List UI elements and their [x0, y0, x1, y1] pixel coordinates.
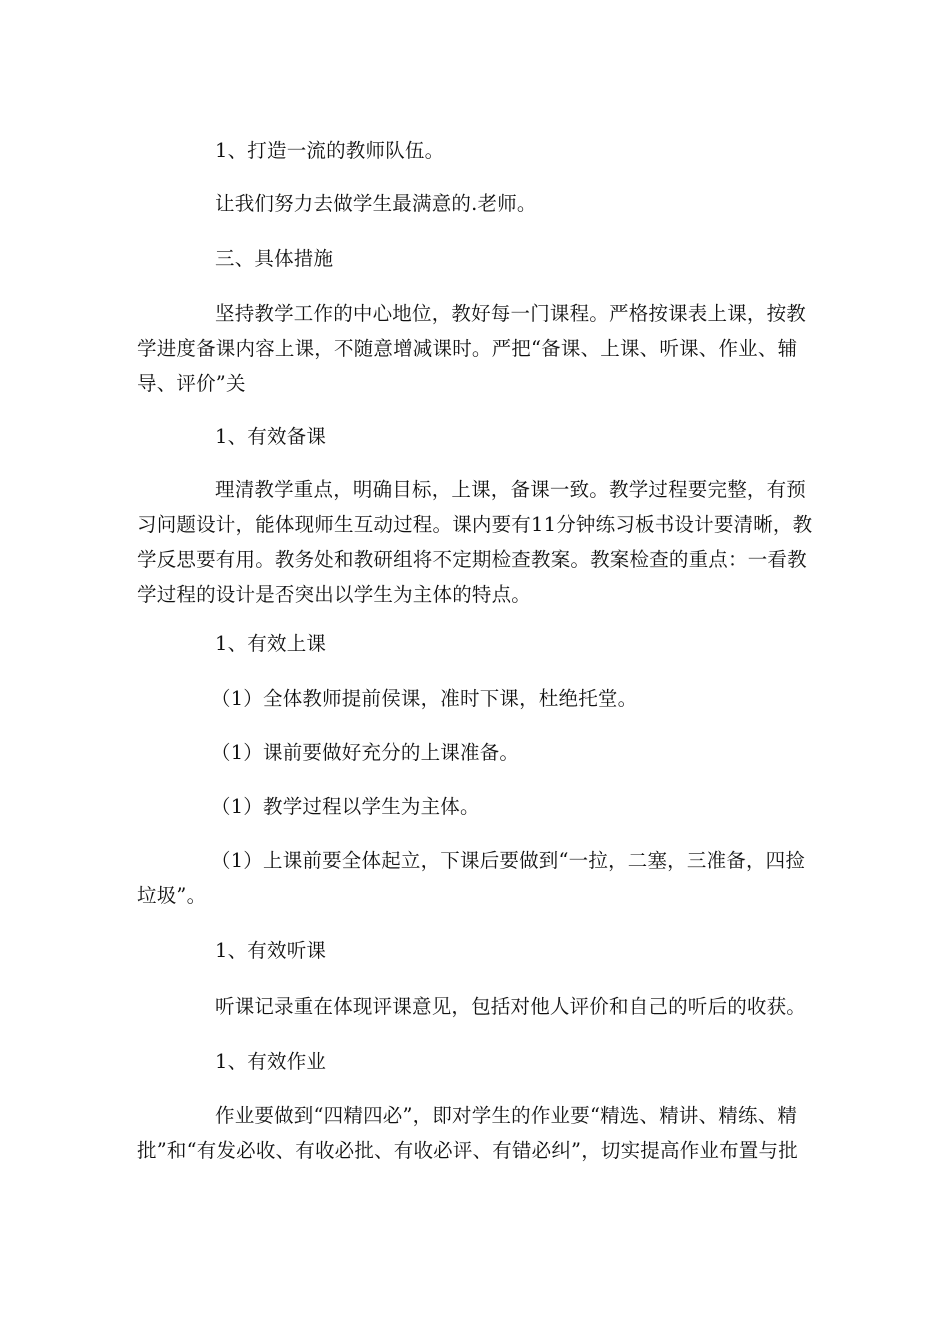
- heading-effective-listening: 1、有效听课: [215, 939, 327, 962]
- heading-teacher-team: 1、打造一流的教师队伍。: [215, 139, 445, 162]
- list-item-punctuality: （1）全体教师提前侯课，准时下课，杜绝托堂。: [211, 687, 638, 710]
- list-item-preparation: （1）课前要做好充分的上课准备。: [211, 741, 520, 764]
- heading-effective-class: 1、有效上课: [215, 632, 327, 655]
- paragraph-satisfaction: 让我们努力去做学生最满意的.老师。: [215, 192, 537, 215]
- paragraph-homework-details: 作业要做到“四精四必”，即对学生的作业要“精选、精讲、精练、精批”和“有发必收、有收必批、有收必评、有错必纠”，切实提高作业布置与批: [137, 1104, 798, 1162]
- paragraph-preparation-details: 理清教学重点，明确目标，上课，备课一致。教学过程要完整，有预习问题设计，能体现师生互动过程。课内要有11分钟练习板书设计要清晰，教学反思要有用。教务处和教研组将不定期检查教案。教案检查的重点：一看教学过程的设计是否突出以学生为主体的特点。: [137, 478, 813, 606]
- list-item-stand-up: （1）上课前要全体起立，下课后要做到“一拉，二塞，三准备，四捡垃圾”。: [137, 849, 806, 907]
- paragraph-teaching-center: 坚持教学工作的中心地位，教好每一门课程。严格按课表上课，按教学进度备课内容上课，不随意增减课时。严把“备课、上课、听课、作业、辅导、评价”关: [137, 302, 807, 395]
- heading-specific-measures: 三、具体措施: [215, 247, 334, 270]
- list-item-student-centered: （1）教学过程以学生为主体。: [211, 795, 480, 818]
- heading-effective-preparation: 1、有效备课: [215, 425, 327, 448]
- heading-effective-homework: 1、有效作业: [215, 1050, 327, 1073]
- paragraph-listening-record: 听课记录重在体现评课意见，包括对他人评价和自己的听后的收获。: [215, 995, 807, 1018]
